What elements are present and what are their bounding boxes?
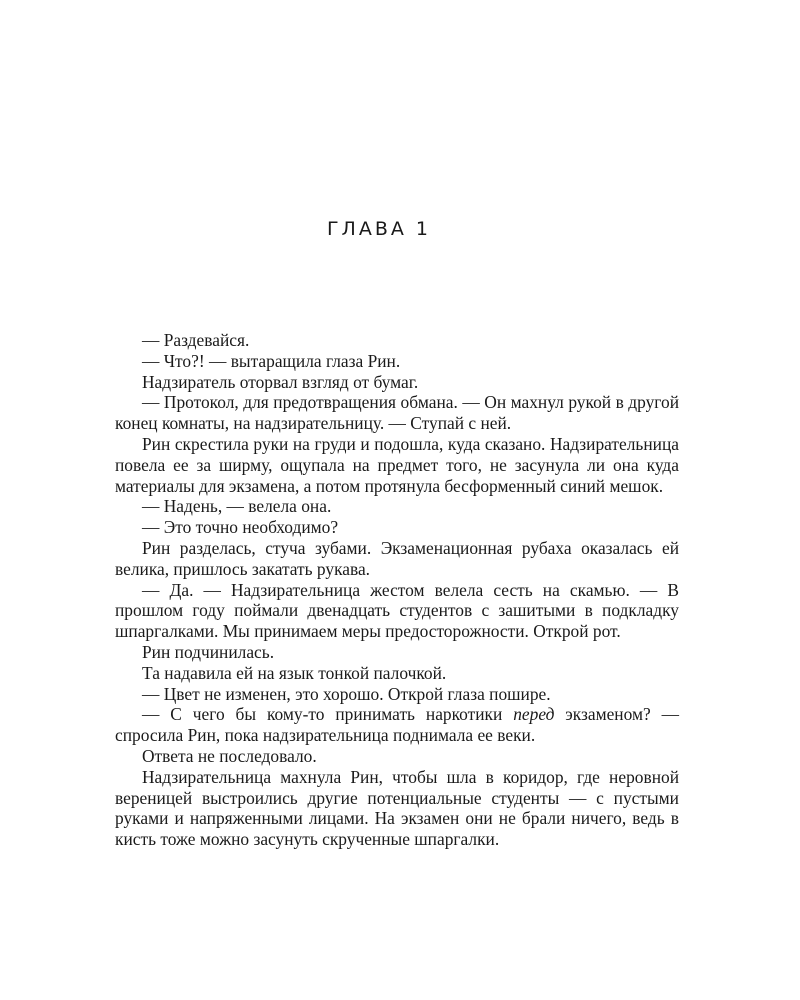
chapter-title: ГЛАВА 1 bbox=[326, 218, 432, 240]
paragraph: Та надавила ей на язык тонкой палочкой. bbox=[142, 662, 447, 683]
paragraph: — Это точно необходимо? bbox=[142, 517, 339, 538]
paragraph: Надзиратель оторвал взгляд от бумаг. bbox=[142, 371, 419, 392]
paragraph: Ответа не последовало. bbox=[142, 745, 317, 766]
paragraph: — Цвет не изменен, это хорошо. Открой глаза пошире. bbox=[142, 683, 551, 704]
chapter-text bbox=[115, 330, 679, 850]
paragraph: — Раздевайся. bbox=[142, 330, 250, 350]
paragraph: — Да. — Надзирательница жестом велела сесть на скамью. — В прошлом году поймали двенадцать студентов с зашитыми в подкладку шпаргалками. Мы принимаем меры предосторожности. Открой рот. bbox=[115, 579, 679, 642]
paragraph bbox=[115, 704, 679, 746]
paragraph: — Надень, — велела она. bbox=[142, 496, 332, 517]
paragraph-text: — С чего бы кому-то принимать наркотики bbox=[142, 704, 514, 725]
paragraph: Рин скрестила руки на груди и подошла, куда сказано. Надзирательница повела ее за ширму, ощупала на предмет того, не засунула ли она куда материалы для экзамена, а потом протянула бесформенный синий мешок. bbox=[115, 433, 679, 496]
emphasized-word: перед bbox=[513, 704, 555, 725]
paragraph-text: экзаменом? — спросила Рин, пока надзирательница поднимала ее веки. bbox=[115, 704, 679, 746]
paragraph: Надзирательница махнула Рин, чтобы шла в коридор, где неровной вереницей выстроились другие потенциальные студенты — с пустыми руками и напряженными лицами. На экзамен они не брали ничего, ведь в кисть тоже можно засунуть скрученные шпаргалки. bbox=[115, 766, 679, 850]
paragraph: Рин подчинилась. bbox=[142, 641, 275, 662]
paragraph: — Что?! — вытаращила глаза Рин. bbox=[142, 350, 401, 371]
paragraph: Рин разделась, стуча зубами. Экзаменационная рубаха оказалась ей велика, пришлось закатать рукава. bbox=[115, 537, 679, 579]
paragraph: — Протокол, для предотвращения обмана. — Он махнул рукой в другой конец комнаты, на надзирательницу. — Ступай с ней. bbox=[115, 392, 679, 434]
